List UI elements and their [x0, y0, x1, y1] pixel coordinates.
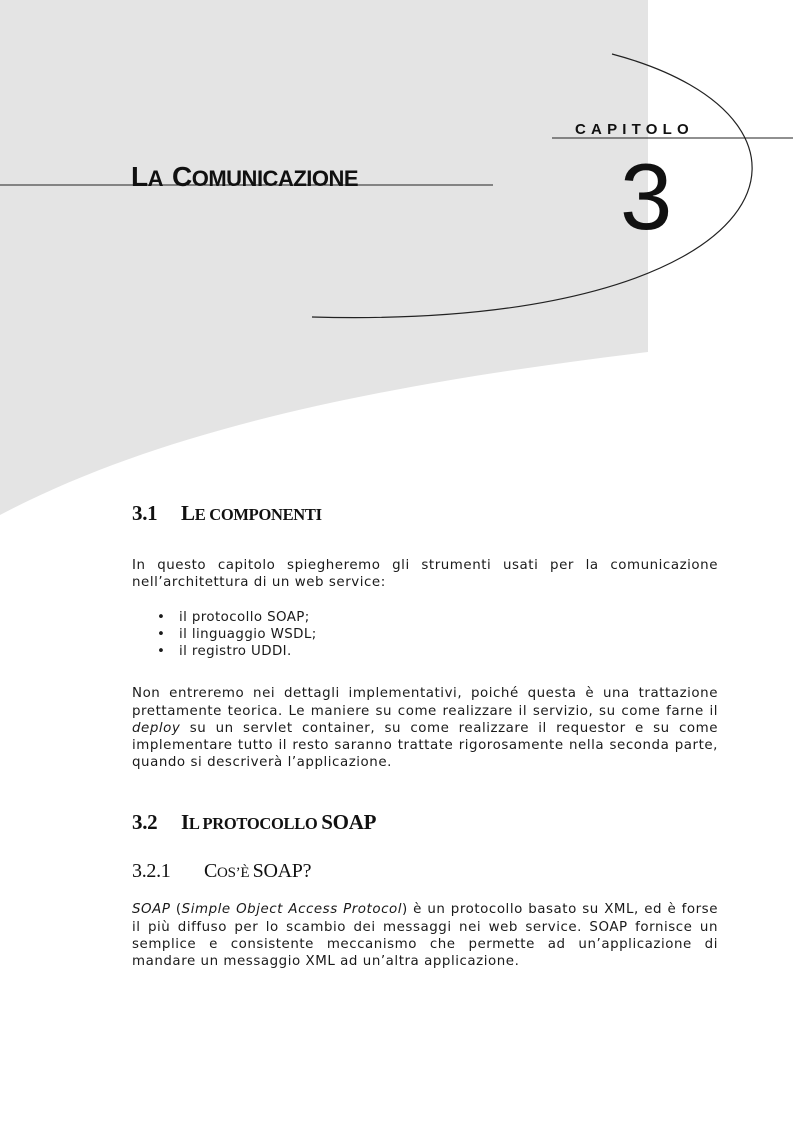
chapter-title-initial: C	[172, 161, 192, 192]
subsection-title-acronym: SOAP?	[252, 860, 312, 883]
bullet-icon: •	[157, 644, 166, 660]
list-item	[132, 626, 718, 643]
chapter-label: CAPITOLO	[575, 121, 694, 138]
chapter-title-small-caps: OMUNICAZIONE	[191, 166, 359, 191]
list-item-text: il registro UDDI.	[179, 644, 292, 660]
gray-backdrop	[0, 0, 648, 515]
chapter-body	[132, 500, 718, 970]
chapter-title-small-caps: A	[147, 166, 163, 191]
chapter-title	[131, 157, 358, 194]
subsection-heading-3-2-1	[132, 860, 718, 883]
list-item	[132, 643, 718, 660]
chapter-title-initial: L	[131, 161, 148, 192]
implementation-paragraph: Non entreremo nei dettagli implementativi, poiché questa è una trattazione prettamente teorica. Le maniere su come realizzare il servizio, su come farne il deploy su un servlet container, su come realizzare il requestor e su come implementare tutto il resto saranno trattate rigorosamente nella seconda parte, quando si descriverà l’applicazione.	[132, 686, 718, 771]
subsection-title-initial: C	[204, 860, 218, 883]
section-heading-3-1	[132, 500, 718, 527]
section-number: 3.1	[132, 501, 158, 525]
section-number: 3.2	[132, 810, 158, 835]
list-item-text: il protocollo SOAP;	[179, 610, 310, 626]
bullet-icon: •	[157, 610, 166, 626]
soap-term: SOAP	[132, 902, 171, 918]
subsection-title-small-caps: OS’È	[217, 865, 253, 882]
section-heading-3-2	[132, 809, 718, 836]
section-title-small-caps: L PROTOCOLLO	[188, 814, 322, 834]
section-title-initial: L	[181, 501, 195, 525]
section-title-initial: I	[181, 810, 189, 835]
section-title-acronym: SOAP	[321, 810, 377, 835]
list-item	[132, 609, 718, 626]
soap-definition-paragraph: SOAP (Simple Object Access Protocol) è un protocollo basato su XML, ed è forse il più diffuso per lo scambio dei messaggi nei web service. SOAP fornisce un semplice e consistente meccanismo che permette ad un’applicazione di mandare un messaggio XML ad un’altra applicazione.	[132, 902, 718, 970]
soap-expansion: Simple Object Access Protocol	[181, 902, 403, 918]
bullet-icon: •	[157, 627, 166, 643]
intro-paragraph: In questo capitolo spiegheremo gli strumenti usati per la comunicazione nell’architettura di un web service:	[132, 558, 718, 591]
list-item-text: il linguaggio WSDL;	[179, 627, 317, 643]
chapter-number: 3	[620, 144, 673, 249]
subsection-number: 3.2.1	[132, 860, 171, 883]
section-title-small-caps: E COMPONENTI	[194, 505, 322, 524]
deploy-term: deploy	[132, 720, 181, 736]
bullet-list	[132, 609, 718, 660]
